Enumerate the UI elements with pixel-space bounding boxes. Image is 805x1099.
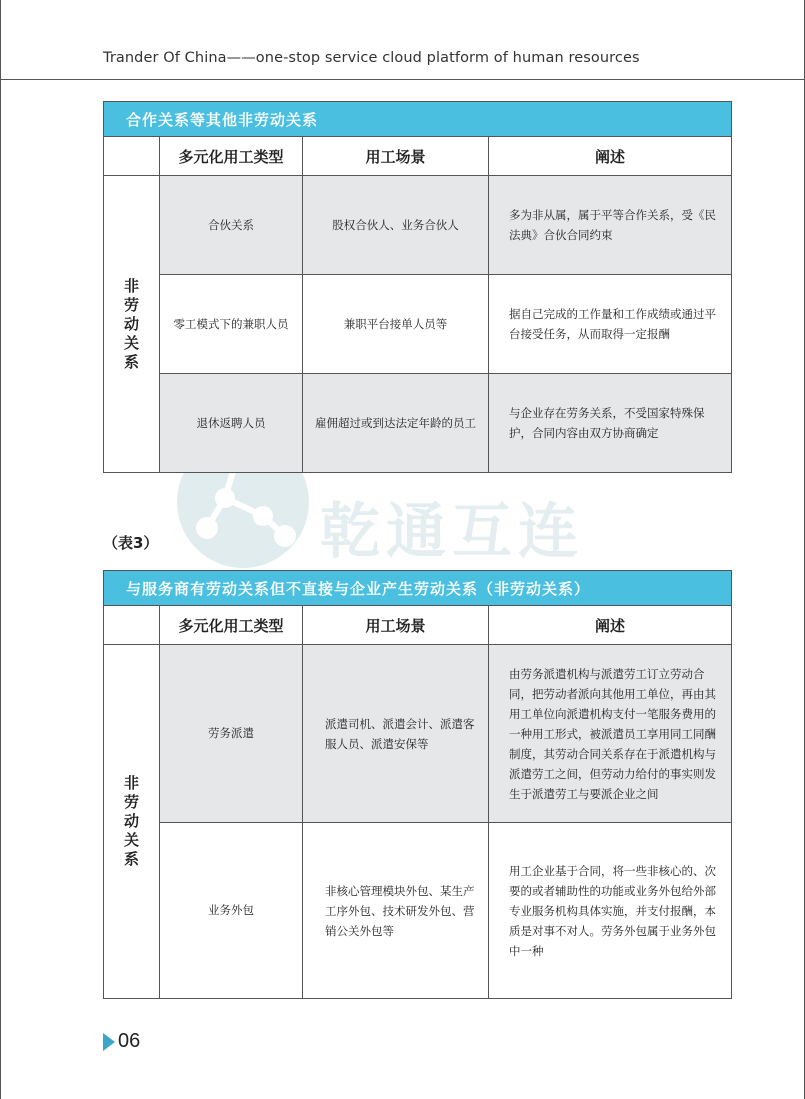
page-number [103, 1030, 140, 1053]
table2-banner: 与服务商有劳动关系但不直接与企业产生劳动关系（非劳动关系） [104, 571, 732, 606]
table1-row3-type: 退休返聘人员 [160, 374, 303, 473]
table1-row1-desc: 多为非从属，属于平等合作关系，受《民法典》合伙合同约束 [489, 176, 732, 275]
table1-header-desc: 阐述 [489, 137, 732, 176]
table1-row2-desc: 据自己完成的工作量和工作成绩或通过平台接受任务，从而取得一定报酬 [489, 275, 732, 374]
table1-row3-desc: 与企业存在劳务关系，不受国家特殊保护，合同内容由双方协商确定 [489, 374, 732, 473]
table1-banner: 合作关系等其他非劳动关系 [104, 102, 732, 137]
table-dispatch-outsourcing [103, 570, 732, 999]
table2-row2-desc: 用工企业基于合同，将一些非核心的、次要的或者辅助性的功能或业务外包给外部专业服务机构具体实施，并支付报酬，本质是对事不对人。劳务外包属于业务外包中一种 [489, 823, 732, 999]
table1-row2-scene: 兼职平台接单人员等 [303, 275, 489, 374]
table2-row1-desc: 由劳务派遣机构与派遣劳工订立劳动合同，把劳动者派向其他用工单位，再由其用工单位向派遣机构支付一笔服务费用的一种用工形式，被派遣员工享用同工同酬制度，其劳动合同关系存在于派遣机构与派遣劳工之间，但劳动力给付的事实则发生于派遣劳工与要派企业之间 [489, 645, 732, 823]
table-row [104, 374, 732, 473]
table-row [104, 176, 732, 275]
play-arrow-icon [103, 1033, 115, 1051]
table-row [104, 823, 732, 999]
table2-row1-type: 劳务派遣 [160, 645, 303, 823]
table2-side-label: 非劳动关系 [104, 645, 160, 999]
table1-row1-type: 合伙关系 [160, 176, 303, 275]
table2-row2-scene: 非核心管理模块外包、某生产工序外包、技术研发外包、营销公关外包等 [303, 823, 489, 999]
table2-row1-scene: 派遣司机、派遣会计、派遣客服人员、派遣安保等 [303, 645, 489, 823]
table-row [104, 275, 732, 374]
table1-header-type: 多元化用工类型 [160, 137, 303, 176]
table2-header-type: 多元化用工类型 [160, 606, 303, 645]
header-title: Trander Of China——one-stop service cloud platform of human resources [103, 50, 640, 66]
table2-corner-cell [104, 606, 160, 645]
table2-header-desc: 阐述 [489, 606, 732, 645]
watermark-chinese: 乾通互连 [320, 497, 584, 567]
page-number-text: 06 [118, 1030, 141, 1052]
table2-header-scene: 用工场景 [303, 606, 489, 645]
table1-row3-scene: 雇佣超过或到达法定年龄的员工 [303, 374, 489, 473]
table2-row2-type: 业务外包 [160, 823, 303, 999]
table-row [104, 645, 732, 823]
table1-row1-scene: 股权合伙人、业务合伙人 [303, 176, 489, 275]
table1-row2-type: 零工模式下的兼职人员 [160, 275, 303, 374]
table3-caption: （表3） [103, 534, 159, 552]
table-other-non-labor-relations [103, 101, 732, 473]
header-divider [0, 79, 805, 80]
table1-corner-cell [104, 137, 160, 176]
table1-header-scene: 用工场景 [303, 137, 489, 176]
table1-side-label: 非劳动关系 [104, 176, 160, 473]
